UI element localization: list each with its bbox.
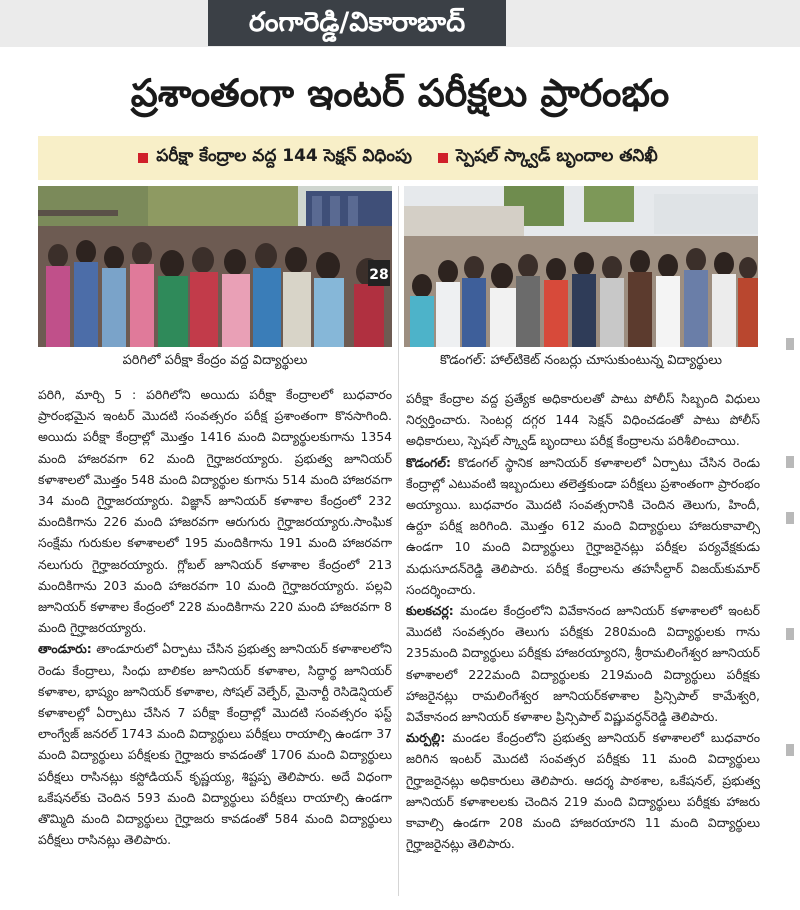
section-label: రంగారెడ్డి/వికారాబాద్ <box>208 0 506 46</box>
bullet-icon <box>138 153 148 163</box>
subhead-text: స్పెషల్ స్క్వాడ్ బృందాల తనిఖీ <box>456 146 658 166</box>
page-edge-mark <box>786 456 794 468</box>
paragraph-text: మండల కేంద్రంలోని వివేకానంద జూనియర్ కళాశాలలో ఇంటర్ మొదటి సంవత్సరం తెలుగు పరీక్షకు 280మంది విద్యార్థులకు గాను 235మంది విద్యార్థులు పరీక్షకు హాజరయ్యారని, శ్రీరామలింగేశ్వర జూనియర్ కళాశాలలో 222మంది విద్యార్థులకు 219మంది విద్యార్థులు పరీక్షకు హాజరైనట్లు రామలింగేశ్వర జూనియర్‌కళాశాల ప్రిన్సిపాల్ కామేశ్వరి, వివేకానంద జూనియర్ కళాశాల ప్రిన్సిపాల్ విష్ణువర్ధన్‌రెడ్డి తెలిపారు. <box>406 603 760 725</box>
paragraph-text: తాండూరులో ఏర్పాటు చేసిన ప్రభుత్వ జూనియర్ కళాశాలలోని రెండు కేంద్రాలు, సింధు బాలికల జూనియర్ కళాశాల, సిద్ధార్థ జూనియర్ కళాశాల, భాష్యం జూనియర్ కళాశాల, సోషల్ వెల్ఫేర్, మైనార్టీ రెసిడెన్షియల్ కళాశాలల్లో ఏర్పాటు చేసిన 7 పరీక్షా కేంద్రాల్లో మొదటి సంవత్సరం ఫస్ట్ లాంగ్వేజ్ జనరల్ 1743 మంది విద్యార్థులు పరీక్షలు రాయాల్సి ఉండగా 37 మంది విద్యార్థులు పరీక్షలకు గైర్హాజరు కావడంతో 1706 మంది విద్యార్థులు పరీక్షలు రాసినట్లు కస్టోడియన్ కృష్ణయ్య, శిష్టప్ప తెలిపారు. అదే విధంగా ఒకేషనల్‌కు చెందిన 593 మంది విద్యార్థులు పరీక్షలు రాయాల్సి ఉండగా తొమ్మిది మంది విద్యార్థులు గైర్హాజరు కావడంతో 584 మంది విద్యార్థులు పరీక్షలు రాసినట్లు తెలిపారు. <box>38 641 392 848</box>
article-paragraph <box>406 727 760 854</box>
subhead-band <box>38 136 758 180</box>
page-edge-mark <box>786 628 794 640</box>
paragraph-lead: కొడంగల్: <box>406 454 451 470</box>
paragraph-text: కొడంగల్ స్థానిక జూనియర్ కళాశాలలో ఏర్పాటు చేసిన రెండు కేంద్రాల్లో ఎటువంటి ఇబ్బందులు తలెత్తకుండా పరీక్షలు ప్రశాంతంగా ప్రారంభం అయ్యాయి. బుధవారం మొదటి సంవత్సరానికి చెందిన తెలుగు, హిందీ, ఉర్దూ పరీక్ష జరిగింది. మొత్తం 612 మంది విద్యార్థులు హాజరుకావాల్సి ఉండగా 10 మంది విద్యార్థులు గైర్హాజరైనట్లు పరీక్షల పర్యవేక్షకుడు మధుసూదన్‌రెడ్డి తెలిపారు. పరీక్ష కేంద్రాలను తహసీల్దార్ విజయ్‌కుమార్ సందర్శించారు. <box>406 454 760 597</box>
article-column-right <box>406 388 760 854</box>
paragraph-text: పరీక్షా కేంద్రాల వద్ద ప్రత్యేక అధికారులతో పాటు పోలీస్ సిబ్బంది విధులు నిర్వర్తించారు. సెంటర్ల దగ్గర 144 సెక్షన్ విధించడంతో పాటు పోలీస్ అధికారులు, స్పెషల్ స్క్వాడ్ బృందాలు పరీక్ష కేంద్రాలను పరిశీలించాయి. <box>406 391 760 449</box>
article-paragraph <box>38 384 392 638</box>
paragraph-lead: మర్పల్లి: <box>406 730 446 746</box>
paragraph-text: మండల కేంద్రంలోని ప్రభుత్వ జూనియర్ కళాశాలలో బుధవారం జరిగిన ఇంటర్ మొదటి సంవత్సర పరీక్షకు 11 మంది విద్యార్థులు గైర్హాజరైనట్లు అధికారులు తెలిపారు. ఆదర్శ పాఠశాల, ఒకేషనల్, ప్రభుత్వ జూనియర్ కళాశాలలకు చెందిన 219 మంది విద్యార్థులు పరీక్షకు హాజరు కావాల్సి ఉండగా 208 మంది హాజరయారని 11 మంది విద్యార్థులు గైర్హాజరైనట్లు తెలిపారు. <box>406 730 760 852</box>
photo-kodangal-students <box>404 186 758 347</box>
article-paragraph <box>38 638 392 850</box>
photo-caption-right: కొడంగల్: హాల్‌టికెట్ నంబర్లు చూసుకుంటున్న విద్యార్థులు <box>440 353 722 368</box>
headline: ప్రశాంతంగా ఇంటర్ పరీక్షలు ప్రారంభం <box>130 70 670 115</box>
page-edge-mark <box>786 744 794 756</box>
subhead-item <box>138 146 412 170</box>
column-divider <box>398 186 399 896</box>
page-edge-mark <box>786 512 794 524</box>
article-column-left <box>38 384 392 850</box>
paragraph-text: పరిగి, మార్చి 5 : పరిగిలోని అయిదు పరీక్షా కేంద్రాలలో బుధవారం ప్రారంభమైన ఇంటర్ మొదటి సంవత్సరం పరీక్ష ప్రశాంతంగా కొనసాగింది. అయిదు పరీక్షా కేంద్రాల్లో మొత్తం 1416 మంది విద్యార్థులకుగాను 1354 మంది హాజరవగా 62 మంది గైర్హాజరయ్యారు. ప్రభుత్వ జూనియర్ కళాశాలలో మొత్తం 548 మంది విద్యార్థుల కుగాను 514 మంది హాజరవగా 34 మంది గైర్హాజరయ్యారు. విజ్ఞాన్ జూనియర్ కళాశాల కేంద్రంలో 232 మందికిగాను 226 మంది హాజరవగా ఆరుగురు గైర్హాజరయ్యారు.సాంఘిక సంక్షేమ గురుకుల కళాశాలలో 195 మందికిగాను 191 మంది హాజరవగా నలుగురు గైర్హాజరయ్యారు. గ్లోబల్ జూనియర్ కళాశాల కేంద్రంలో 213 మందికిగాను 203 మంది హాజరవగా 10 మంది గైర్హాజరయ్యారు. పల్లవి జూనియర్ కళాశాల కేంద్రంలో 228 మందికిగాను 220 మంది హాజరవగా 8 మంది గైర్హాజరయ్యారు. <box>38 387 392 636</box>
photo-parigi-students <box>38 186 392 347</box>
exam-room-sign: 28 <box>369 267 389 283</box>
bullet-icon <box>438 153 448 163</box>
article-paragraph <box>406 600 760 727</box>
page-edge-mark <box>786 338 794 350</box>
subhead-item <box>438 146 658 170</box>
article-paragraph <box>406 388 760 452</box>
article-paragraph <box>406 452 760 600</box>
paragraph-lead: తాండూరు: <box>38 641 92 657</box>
paragraph-lead: కులకచర్ల: <box>406 603 454 619</box>
subhead-text: పరీక్షా కేంద్రాల వద్ద 144 సెక్షన్ విధింపు <box>156 146 413 166</box>
photo-caption-left: పరిగిలో పరీక్షా కేంద్రం వద్ద విద్యార్థులు <box>122 353 308 368</box>
